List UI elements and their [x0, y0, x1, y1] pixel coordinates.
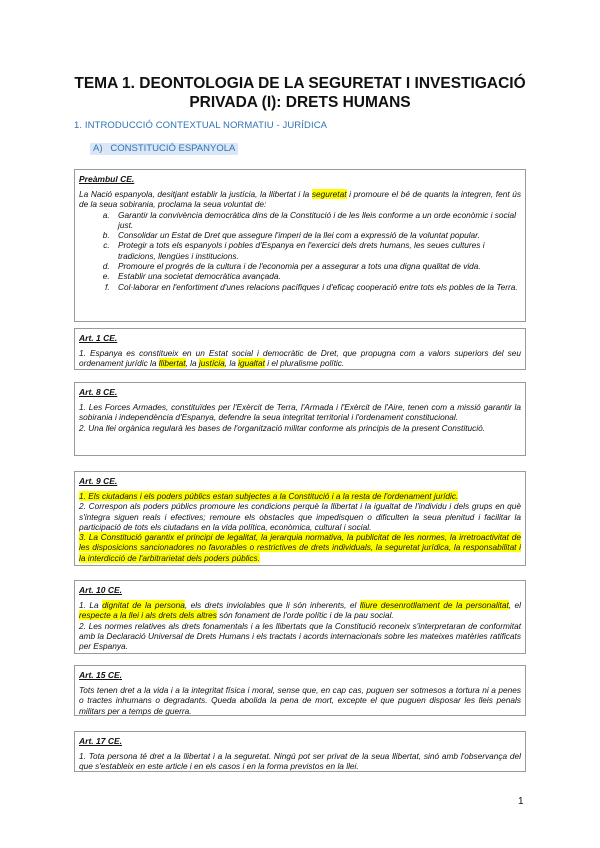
- art10-heading: Art. 10 CE.: [79, 585, 122, 595]
- art15-box: [74, 665, 526, 716]
- art9-box: [74, 471, 526, 566]
- preambul-box: [74, 169, 526, 322]
- list-item: b. Consolidar un Estat de Dret que assegure l'imperi de la llei com a expressió de la voluntat popular.: [112, 230, 521, 240]
- art10-paragraph-1: 1. La dignitat de la persona, els drets inviolables que li són inherents, el lliure desenrotllament de la personalitat, el respecte a la llei i als drets dels altres són fonament de l'orde polític i de la pau social.: [79, 600, 521, 621]
- art17-box: [74, 731, 526, 772]
- art9-paragraph-1: 1. Els ciutadans i els poders públics estan subjectes a la Constitució i a la resta de l'ordenament jurídic.: [79, 491, 459, 501]
- list-item: c. Protegir a tots els espanyols i pobles d'Espanya en l'exercici dels drets humans, les seues cultures i tradicions, llengües i institucions.: [112, 240, 521, 261]
- title-line-1: TEMA 1. DEONTOLOGIA DE LA SEGURETAT I INVESTIGACIÓ: [74, 75, 526, 92]
- title-line-2: PRIVADA (I): DRETS HUMANS: [189, 94, 411, 111]
- highlight-personalitat: lliure desenrotllament de la personalitat: [359, 600, 509, 610]
- art9-paragraph-3: 3. La Constitució garantix el principi de legalitat, la jerarquia normativa, la publicitat de les normes, la irretroactivitat de les disposicions sancionadores no favorables o restrictives de drets individuals, la seguretat jurídica, la responsabilitat i la interdicció de l'arbitrarietat dels poders públics.: [79, 532, 521, 563]
- art9-heading: Art. 9 CE.: [79, 476, 118, 486]
- art8-paragraph-2: 2. Una llei orgànica regularà les bases de l'organització militar conforme als principis de la present Constitució.: [79, 422, 486, 433]
- art15-paragraph: Tots tenen dret a la vida i a la integritat física i moral, sense que, en cap cas, puguen ser sotmesos a tortura ni a penes o tractes inhumans o degradants. Queda abolida la pena de mort, excepte el que puguen disposar les lleis penals militars per a temps de guerra.: [79, 685, 521, 716]
- section-heading: 1. INTRODUCCIÓ CONTEXTUAL NORMATIU - JURÍDICA: [74, 120, 328, 131]
- list-item: d. Promoure el progrés de la cultura i de l'economia per a assegurar a tots una digna qualitat de vida.: [112, 261, 521, 271]
- art1-box: [74, 328, 526, 370]
- preambul-heading: Preàmbul CE.: [79, 174, 135, 184]
- highlight-llibertat: llibertat: [158, 358, 186, 369]
- document-title: [40, 74, 560, 112]
- art8-paragraph-1: 1. Les Forces Armades, constituïdes per l'Exèrcit de Terra, l'Armada i l'Exèrcit de l'Aire, tenen com a missió garantir la sobirania i independència d'Espanya, defendre la seua integritat territorial i l'ordenament constitucional.: [79, 402, 521, 423]
- art8-box: [74, 382, 526, 456]
- highlight-justicia: justícia: [198, 358, 225, 369]
- art1-text: 1. Espanya es constitueix en un Estat social i democràtic de Dret, que propugna com a valors superiors del seu ordenament jurídic la llibertat, la justícia, la igualtat i el pluralisme polític.: [79, 348, 521, 369]
- list-item: e. Establir una societat democràtica avançada.: [112, 271, 521, 281]
- art15-heading: Art. 15 CE.: [79, 670, 122, 680]
- list-item: f. Col·laborar en l'enfortiment d'unes relacions pacífiques i d'eficaç cooperació entre tots els pobles de la Terra.: [112, 282, 521, 292]
- highlight-respecte: respecte a la llei i als drets dels altres: [79, 610, 217, 621]
- art10-paragraph-2: 2. Les normes relatives als drets fonamentals i a les llibertats que la Constitució reconeix s'interpretaran de conformitat amb la Declaració Universal de Drets Humans i els tractats i acords internacionals sobre les mateixes matèries ratificats per Espanya.: [79, 620, 521, 652]
- highlight-seguretat: seguretat: [311, 189, 347, 199]
- page-number: 1: [518, 796, 524, 807]
- subsection-heading: A) CONSTITUCIÓ ESPANYOLA: [90, 143, 238, 155]
- list-item: a. Garantir la convivència democràtica dins de la Constitució i de les lleis conforme a un orde econòmic i social just.: [112, 210, 521, 231]
- art1-heading: Art. 1 CE.: [79, 333, 118, 343]
- art8-heading: Art. 8 CE.: [79, 387, 118, 397]
- art17-heading: Art. 17 CE.: [79, 736, 122, 746]
- highlight-igualtat: igualtat: [238, 358, 265, 369]
- art10-box: [74, 580, 526, 654]
- preambul-list: [79, 210, 521, 292]
- highlight-dignitat: dignitat de la persona: [102, 600, 185, 610]
- art9-paragraph-2: 2. Correspon als poders públics promoure les condicions perquè la llibertat i la igualtat de l'individu i dels grups en què s'integra siguen reals i efectives; remoure els obstacles que impedisquen o dificulten la seua plenitud i facilitar la participació de tots els ciutadans en la vida política, econòmica, cultural i social.: [79, 501, 521, 532]
- art17-paragraph: 1. Tota persona té dret a la llibertat i a la seguretat. Ningú pot ser privat de la seua llibertat, sinó amb l'observança del que s'estableix en este article i en els casos i en la forma previstos en la llei.: [79, 751, 521, 772]
- preambul-intro: La Nació espanyola, desitjant establir la justícia, la llibertat i la seguretat i promoure el bé de quants la integren, fent ús de la seua sobirania, proclama la seua voluntat de:: [79, 189, 522, 210]
